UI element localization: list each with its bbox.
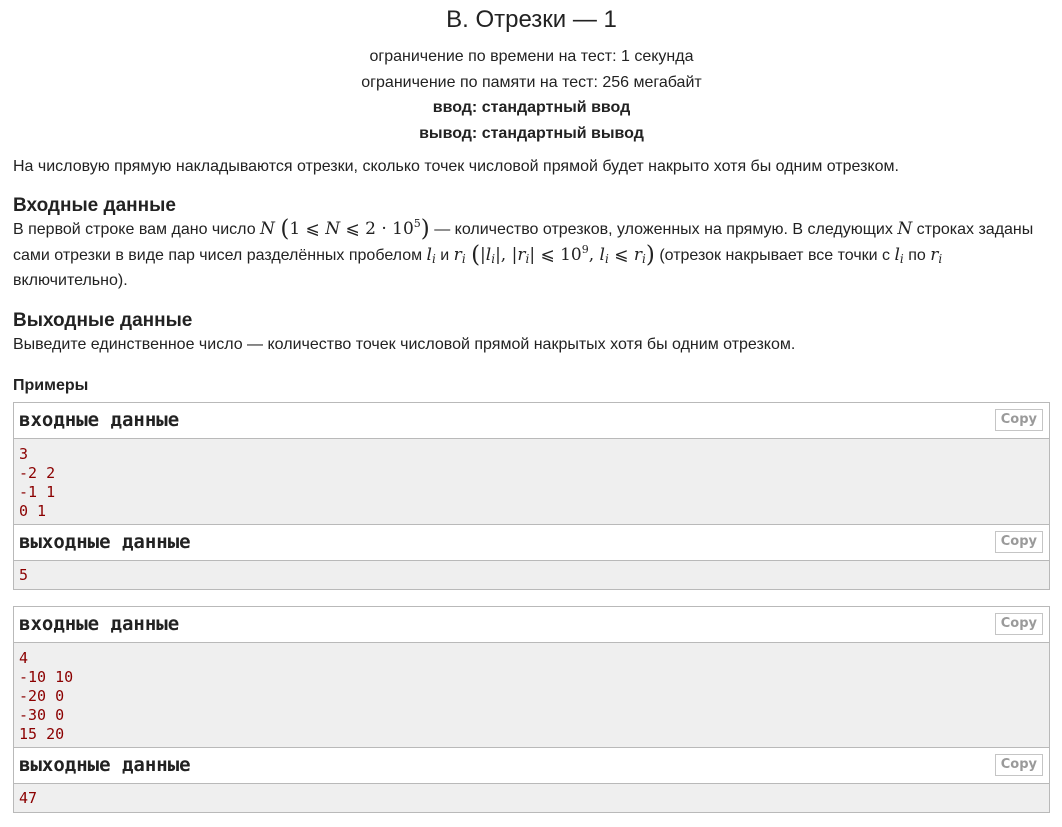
problem-title: B. Отрезки — 1 — [446, 6, 617, 33]
sample-output — [14, 784, 1049, 812]
copy-output-button[interactable]: Copy — [995, 531, 1043, 553]
sample-output-title: выходные данные — [19, 754, 191, 776]
sample-input — [14, 439, 1049, 524]
output-spec-title: Выходные данные — [13, 309, 193, 331]
sample-output-header — [14, 747, 1049, 784]
sample-input-title: входные данные — [19, 409, 180, 431]
sample-test — [13, 402, 1050, 590]
sample-input-header — [14, 403, 1049, 439]
input-file: ввод: стандартный ввод — [432, 99, 631, 116]
sample-output-title: выходные данные — [19, 531, 191, 553]
copy-input-button[interactable]: Copy — [995, 409, 1043, 431]
examples-title: Примеры — [13, 377, 89, 394]
sample-output — [14, 561, 1049, 589]
memory-limit: ограничение по памяти на тест: 256 мегабайт — [361, 73, 702, 91]
sample-input-line: -20 0 — [19, 687, 65, 705]
problem-statement — [13, 0, 1050, 813]
sample-input-line: -2 2 — [19, 464, 56, 482]
input-spec-text: В первой строке вам дано число N (1 ⩽ N ⩽ $2 \cdot 10^5$) — количество отрезков, уложенных на прямую. В следующих N строках заданы сами отрезки в виде пар чисел разделённых пробелом $l_i$ и $r_i$ ($|l_i|$, $|r_i|$ ⩽ $10^9$, $l_i$ ⩽ $r_i$) (отрезок накрывает все точки с $l_i$ по $r_i$ включительно). — [13, 216, 1034, 289]
sample-input — [14, 643, 1049, 747]
sample-input-line: 15 20 — [19, 725, 65, 743]
sample-output-header — [14, 524, 1049, 561]
sample-input-line: 4 — [19, 649, 29, 667]
sample-test — [13, 606, 1050, 813]
sample-input-line: 0 1 — [19, 502, 47, 520]
sample-input-line: -10 10 — [19, 668, 74, 686]
problem-legend: На числовую прямую накладываются отрезки, сколько точек числовой прямой будет накрыто хотя бы одним отрезком. — [13, 158, 899, 175]
copy-output-button[interactable]: Copy — [995, 754, 1043, 776]
input-spec-title: Входные данные — [13, 195, 176, 216]
sample-input-line: -30 0 — [19, 706, 65, 724]
sample-input-title: входные данные — [19, 613, 180, 635]
sample-input-line: -1 1 — [19, 483, 56, 501]
output-spec-text: Выведите единственное число — количество точек числовой прямой накрытых хотя бы одним отрезком. — [13, 335, 796, 353]
sample-output-line: 5 — [19, 566, 29, 584]
problem-limits — [13, 44, 1050, 146]
copy-input-button[interactable]: Copy — [995, 613, 1043, 635]
sample-input-header — [14, 607, 1049, 643]
sample-input-line: 3 — [19, 445, 29, 463]
time-limit: ограничение по времени на тест: 1 секунда — [369, 48, 694, 65]
output-file: вывод: стандартный вывод — [419, 124, 644, 142]
sample-output-line: 47 — [19, 789, 38, 807]
